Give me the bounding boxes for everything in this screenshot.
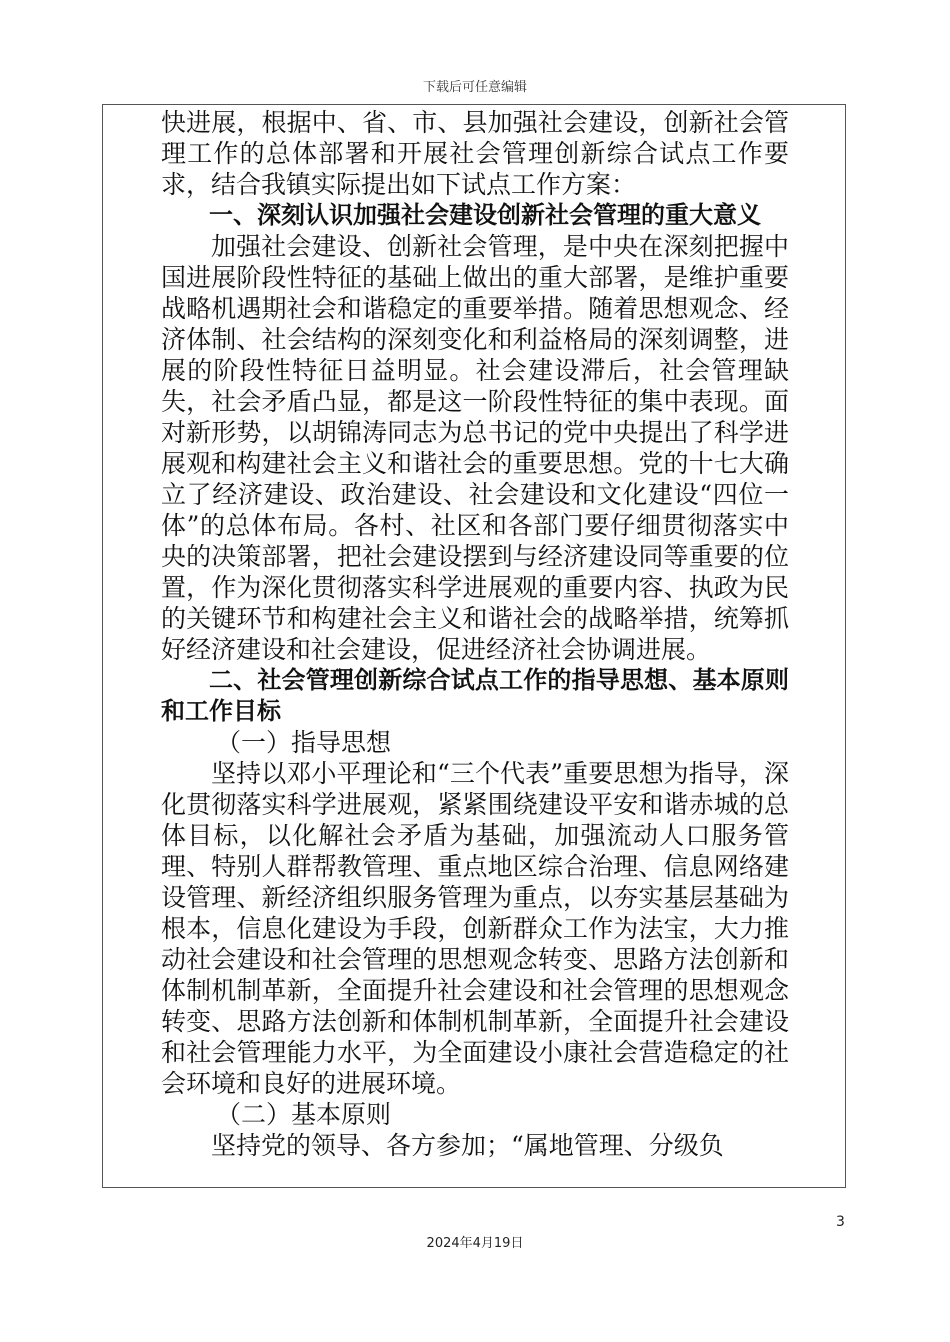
paragraph-intro: 快进展，根据中、省、市、县加强社会建设，创新社会管理工作的总体部署和开展社会管理创新综合试点工作要求，结合我镇实际提出如下试点工作方案： <box>161 108 789 199</box>
paragraph-basic-principles: 坚持党的领导、各方参加；“属地管理、分级负 <box>211 1131 724 1160</box>
paragraph-guiding-ideology: 坚持以邓小平理论和“三个代表”重要思想为指导，深化贯彻落实科学进展观，紧紧围绕建设平安和谐赤城的总体目标，以化解社会矛盾为基础，加强流动人口服务管理、特别人群帮教管理、重点地区综合治理、信息网络建设管理、新经济组织服务管理为重点，以夯实基层基础为根本，信息化建设为手段，创新群众工作为法宝，大力推动社会建设和社会管理的思想观念转变、思路方法创新和体制机制革新，全面提升社会建设和社会管理的思想观念转变、思路方法创新和体制机制革新，全面提升社会建设和社会管理能力水平，为全面建设小康社会营造稳定的社会环境和良好的进展环境。 <box>161 759 789 1098</box>
section-heading-2: 二、社会管理创新综合试点工作的指导思想、基本原则和工作目标 <box>161 666 789 725</box>
page-header: 下载后可任意编辑 <box>422 80 527 95</box>
subheading-basic-principles: （二）基本原则 <box>216 1100 392 1129</box>
page-footer-date: 2024年4月19日 <box>426 1236 524 1251</box>
document-text <box>161 107 789 1161</box>
paragraph-significance: 加强社会建设、创新社会管理，是中央在深刻把握中国进展阶段性特征的基础上做出的重大部署，是维护重要战略机遇期社会和谐稳定的重要举措。随着思想观念、经济体制、社会结构的深刻变化和利益格局的深刻调整，进展的阶段性特征日益明显。社会建设滞后，社会管理缺失，社会矛盾凸显，都是这一阶段性特征的集中表现。面对新形势，以胡锦涛同志为总书记的党中央提出了科学进展观和构建社会主义和谐社会的重要思想。党的十七大确立了经济建设、政治建设、社会建设和文化建设“四位一体”的总体布局。各村、社区和各部门要仔细贯彻落实中央的决策部署，把社会建设摆到与经济建设同等重要的位置，作为深化贯彻落实科学进展观的重要内容、执政为民的关键环节和构建社会主义和谐社会的战略举措，统筹抓好经济建设和社会建设，促进经济社会协调进展。 <box>161 232 789 664</box>
subheading-guiding-ideology: （一）指导思想 <box>216 728 392 757</box>
section-heading-1: 一、深刻认识加强社会建设创新社会管理的重大意义 <box>209 201 761 229</box>
page-number: 3 <box>836 1214 845 1230</box>
document-body-frame <box>102 104 846 1188</box>
